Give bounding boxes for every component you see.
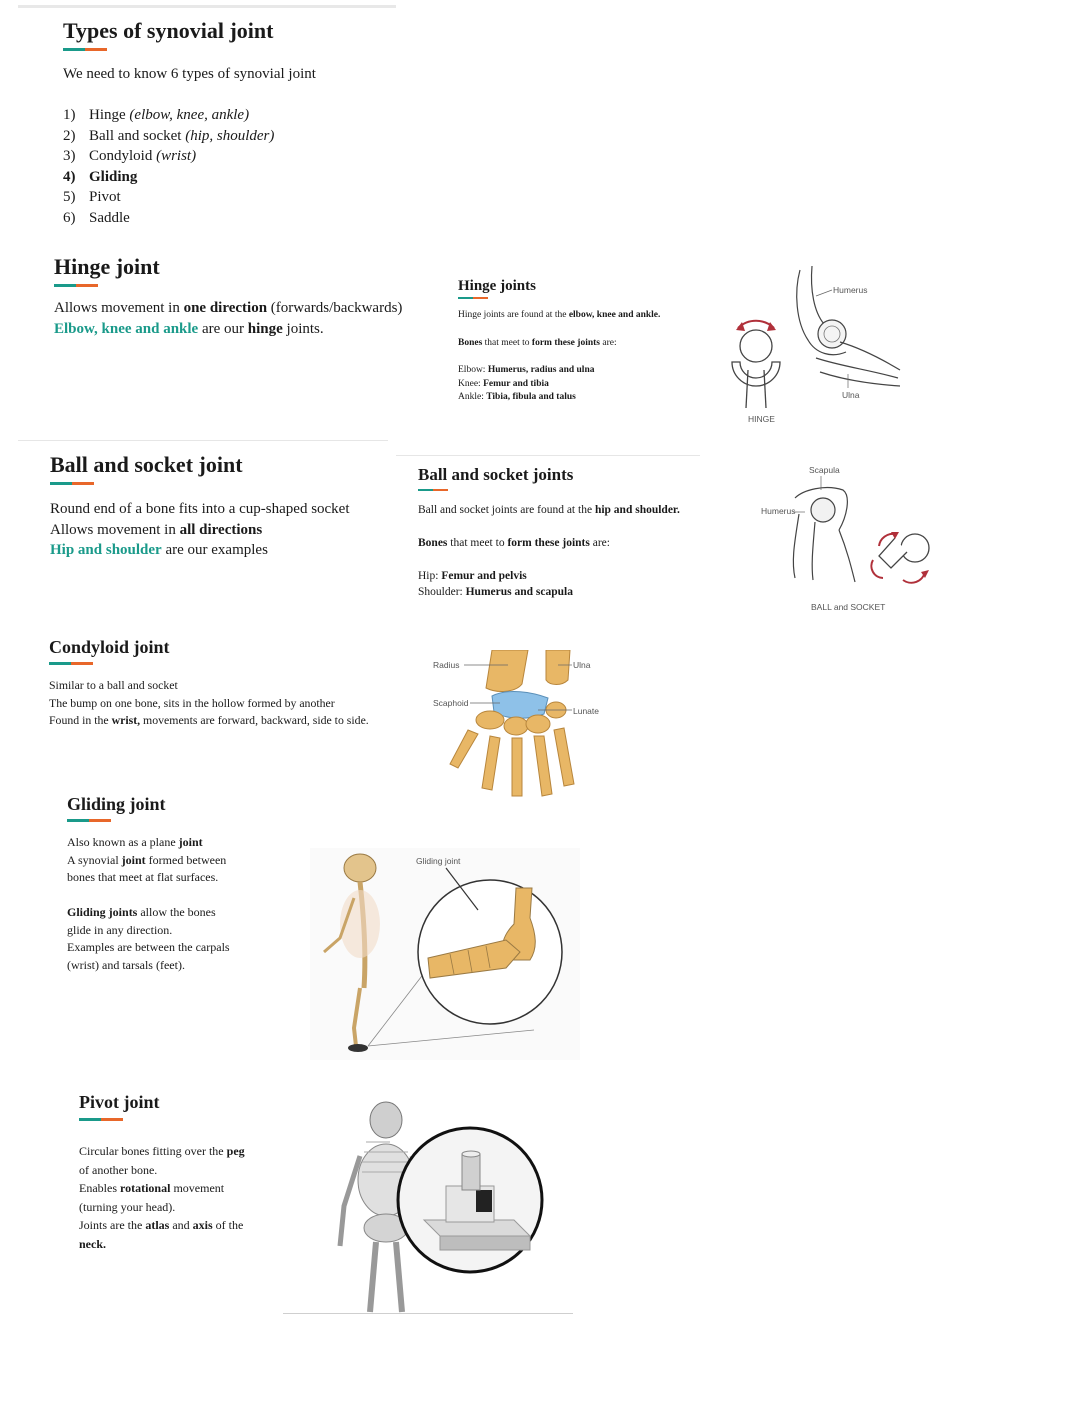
humerus-label: Humerus xyxy=(833,285,868,295)
wrist-illustration xyxy=(428,650,608,802)
ball-title: Ball and socket joint xyxy=(50,452,243,477)
title-underline xyxy=(79,1118,117,1121)
title-underline xyxy=(54,284,98,287)
title-underline xyxy=(50,482,94,485)
ball-socket-illustration xyxy=(755,460,945,616)
ball-card-title: Ball and socket joints xyxy=(418,465,574,484)
title-underline xyxy=(49,662,87,665)
gliding-text: Also known as a plane joint A synovial joint formed between bones that meet at flat surfaces. Gliding joints allow the bones glide in any direction. Examples are between the carpals (wrist) and tarsals (feet). xyxy=(67,835,230,972)
top-divider xyxy=(18,5,396,8)
list-item: 1) Hinge (elbow, knee, ankle) xyxy=(63,107,250,123)
title-underline xyxy=(67,819,105,822)
gliding-title: Gliding joint xyxy=(67,794,166,814)
types-intro: We need to know 6 types of synovial joint xyxy=(63,66,316,82)
pivot-illustration xyxy=(290,1096,550,1316)
pivot-title: Pivot joint xyxy=(79,1092,160,1112)
list-item: 6) Saddle xyxy=(63,209,130,226)
ball-text: Round end of a bone fits into a cup-shaped socket Allows movement in all directions Hip and shoulder are our examples xyxy=(50,501,350,558)
hinge-card-title: Hinge joints xyxy=(458,278,536,294)
pivot-text: Circular bones fitting over the peg of another bone. Enables rotational movement (turning your head). Joints are the atlas and axis of the neck. xyxy=(79,1144,245,1251)
list-item: 4) Gliding xyxy=(63,168,138,185)
title-underline xyxy=(458,297,488,299)
scapula-label: Scapula xyxy=(809,465,840,475)
hinge-title: Hinge joint xyxy=(54,254,160,279)
types-title: Types of synovial joint xyxy=(63,18,274,43)
title-underline xyxy=(63,48,107,51)
title-underline xyxy=(418,489,448,491)
humerus-label: Humerus xyxy=(761,506,796,516)
list-item: 5) Pivot xyxy=(63,189,121,205)
ulna-label: Ulna xyxy=(573,660,591,670)
hinge-joint-illustration xyxy=(720,262,910,430)
ulna-label: Ulna xyxy=(842,390,860,400)
condyloid-text: Similar to a ball and socket The bump on one bone, sits in the hollow formed by another Found in the wrist, movements are forward, backward, side to side. xyxy=(49,678,369,727)
condyloid-title: Condyloid joint xyxy=(49,637,170,657)
lunate-label: Lunate xyxy=(573,706,599,716)
section-divider xyxy=(396,455,700,456)
joint-types-list xyxy=(63,105,274,228)
ball-socket-caption: BALL and SOCKET xyxy=(811,602,886,612)
gliding-label: Gliding joint xyxy=(416,856,461,866)
ball-card-text: Ball and socket joints are found at the hip and shoulder. Bones that meet to form these joints are: Hip: Femur and pelvis Shoulder: Humerus and scapula xyxy=(418,504,680,598)
section-divider xyxy=(18,440,388,441)
hinge-card-text: Hinge joints are found at the elbow, knee and ankle. Bones that meet to form these joints are: Elbow: Humerus, radius and ulna Knee: Femur and tibia Ankle: Tibia, fibula and talus xyxy=(458,310,661,402)
section-divider xyxy=(283,1313,573,1314)
gliding-illustration xyxy=(310,848,580,1060)
list-item: 3) Condyloid (wrist) xyxy=(63,148,197,164)
scaphoid-label: Scaphoid xyxy=(433,698,469,708)
radius-label: Radius xyxy=(433,660,460,670)
hinge-caption: HINGE xyxy=(748,414,775,424)
list-item: 2) Ball and socket (hip, shoulder) xyxy=(63,127,275,144)
hinge-text: Allows movement in one direction (forwards/backwards) Elbow, knee and ankle are our hinge joints. xyxy=(54,300,403,337)
